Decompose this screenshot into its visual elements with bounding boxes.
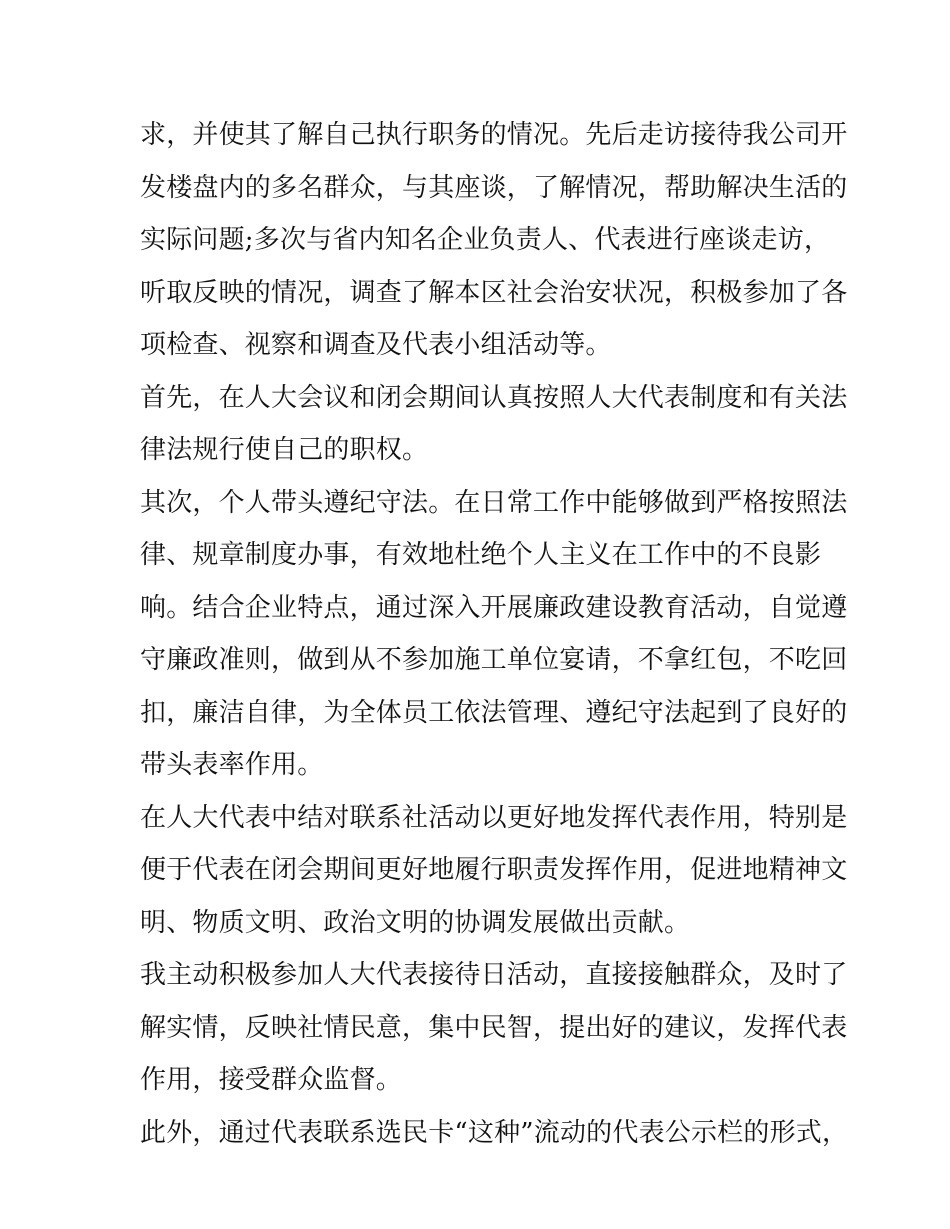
text-line: 项检查、视察和调查及代表小组活动等。 — [140, 330, 612, 360]
text-line: 守廉政准则，做到从不参加施工单位宴请，不拿红包，不吃回 — [140, 645, 848, 675]
text-line: 首先，在人大会议和闭会期间认真按照人大代表制度和有关法 — [140, 382, 848, 413]
text-line: 便于代表在闭会期间更好地履行职责发挥作用，促进地精神文 — [140, 855, 848, 885]
text-line: 我主动积极参加人大代表接待日活动，直接接触群众，及时了 — [140, 960, 848, 990]
text-line: 律、规章制度办事，有效地杜绝个人主义在工作中的不良影 — [140, 540, 822, 570]
text-line: 此外，通过代表联系选民卡“这种”流动的代表公示栏的形式， — [140, 1117, 849, 1148]
text-line: 听取反映的情况，调查了解本区社会治安状况，积极参加了各 — [140, 277, 848, 308]
text-line: 扣，廉洁自律，为全体员工依法管理、遵纪守法起到了良好的 — [140, 697, 848, 728]
text-line: 发楼盘内的多名群众，与其座谈，了解情况，帮助解决生活的 — [140, 172, 848, 203]
text-line: 解实情，反映社情民意，集中民智，提出好的建议，发挥代表 — [140, 1012, 848, 1043]
text-line: 作用，接受群众监督。 — [140, 1065, 403, 1095]
text-line: 其次，个人带头遵纪守法。在日常工作中能够做到严格按照法 — [140, 487, 848, 518]
body-text — [140, 109, 849, 1159]
text-line: 响。结合企业特点，通过深入开展廉政建设教育活动，自觉遵 — [140, 592, 848, 623]
text-line: 明、物质文明、政治文明的协调发展做出贡献。 — [140, 907, 691, 938]
text-line: 带头表率作用。 — [140, 750, 324, 780]
text-line: 求，并使其了解自己执行职务的情况。先后走访接待我公司开 — [140, 120, 848, 150]
text-line: 在人大代表中结对联系社活动以更好地发挥代表作用，特别是 — [140, 802, 848, 833]
text-line: 律法规行使自己的职权。 — [140, 435, 429, 465]
text-line: 实际问题;多次与省内知名企业负责人、代表进行座谈走访， — [140, 225, 831, 255]
